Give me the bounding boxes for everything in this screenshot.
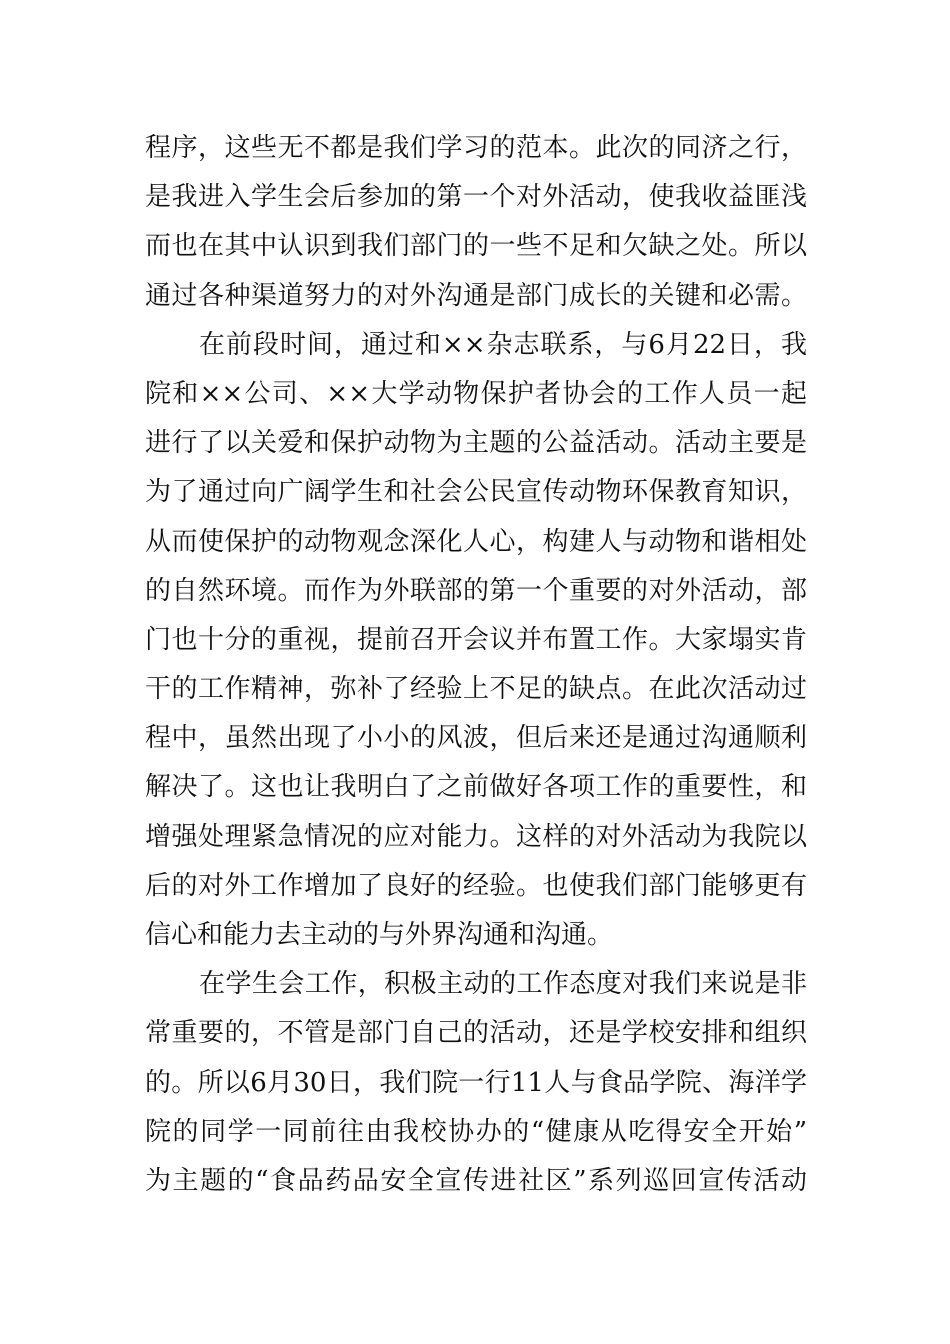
text-line: 解决了。这也让我明白了之前做好各项工作的重要性，和 — [145, 772, 807, 803]
text-line: 增强处理紧急情况的应对能力。这样的对外活动为我院以 — [145, 821, 807, 852]
text-line: 的。所以6月30日，我们院一行11人与食品学院、海洋学 — [145, 1067, 807, 1098]
text-line: 程序，这些无不都是我们学习的范本。此次的同济之行， — [145, 133, 807, 163]
text-line: 的自然环境。而作为外联部的第一个重要的对外活动，部 — [145, 575, 807, 606]
text-line: 是我进入学生会后参加的第一个对外活动，使我收益匪浅 — [145, 182, 807, 213]
text-line: 进行了以关爱和保护动物为主题的公益活动。活动主要是 — [145, 428, 807, 459]
text-line: 信心和能力去主动的与外界沟通和沟通。 — [145, 920, 614, 950]
text-line: 而也在其中认识到我们部门的一些不足和欠缺之处。所以 — [145, 231, 807, 262]
text-line: 在学生会工作，积极主动的工作态度对我们来说是非 — [199, 969, 807, 1000]
text-line: 后的对外工作增加了良好的经验。也使我们部门能够更有 — [145, 870, 807, 901]
text-line: 干的工作精神，弥补了经验上不足的缺点。在此次活动过 — [145, 674, 807, 705]
text-line: 院的同学一同前往由我校协办的“健康从吃得安全开始” — [145, 1116, 807, 1147]
document-body — [145, 124, 807, 1206]
text-line: 为了通过向广阔学生和社会公民宣传动物环保教育知识， — [145, 477, 807, 508]
text-line: 常重要的，不管是部门自己的活动，还是学校安排和组织 — [145, 1018, 807, 1049]
text-line: 在前段时间，通过和××杂志联系，与6月22日，我 — [199, 329, 807, 360]
text-line: 通过各种渠道努力的对外沟通是部门成长的关键和必需。 — [145, 280, 807, 311]
text-line: 程中，虽然出现了小小的风波，但后来还是通过沟通顺利 — [145, 723, 807, 754]
paragraph-1 — [145, 124, 807, 321]
paragraph-3 — [145, 960, 807, 1206]
text-line: 为主题的“食品药品安全宣传进社区”系列巡回宣传活动 — [145, 1165, 807, 1196]
text-line: 从而使保护的动物观念深化人心，构建人与动物和谐相处 — [145, 526, 807, 557]
paragraph-2 — [145, 321, 807, 960]
text-line: 院和××公司、××大学动物保护者协会的工作人员一起 — [145, 378, 807, 409]
text-line: 门也十分的重视，提前召开会议并布置工作。大家塌实肯 — [145, 624, 807, 655]
